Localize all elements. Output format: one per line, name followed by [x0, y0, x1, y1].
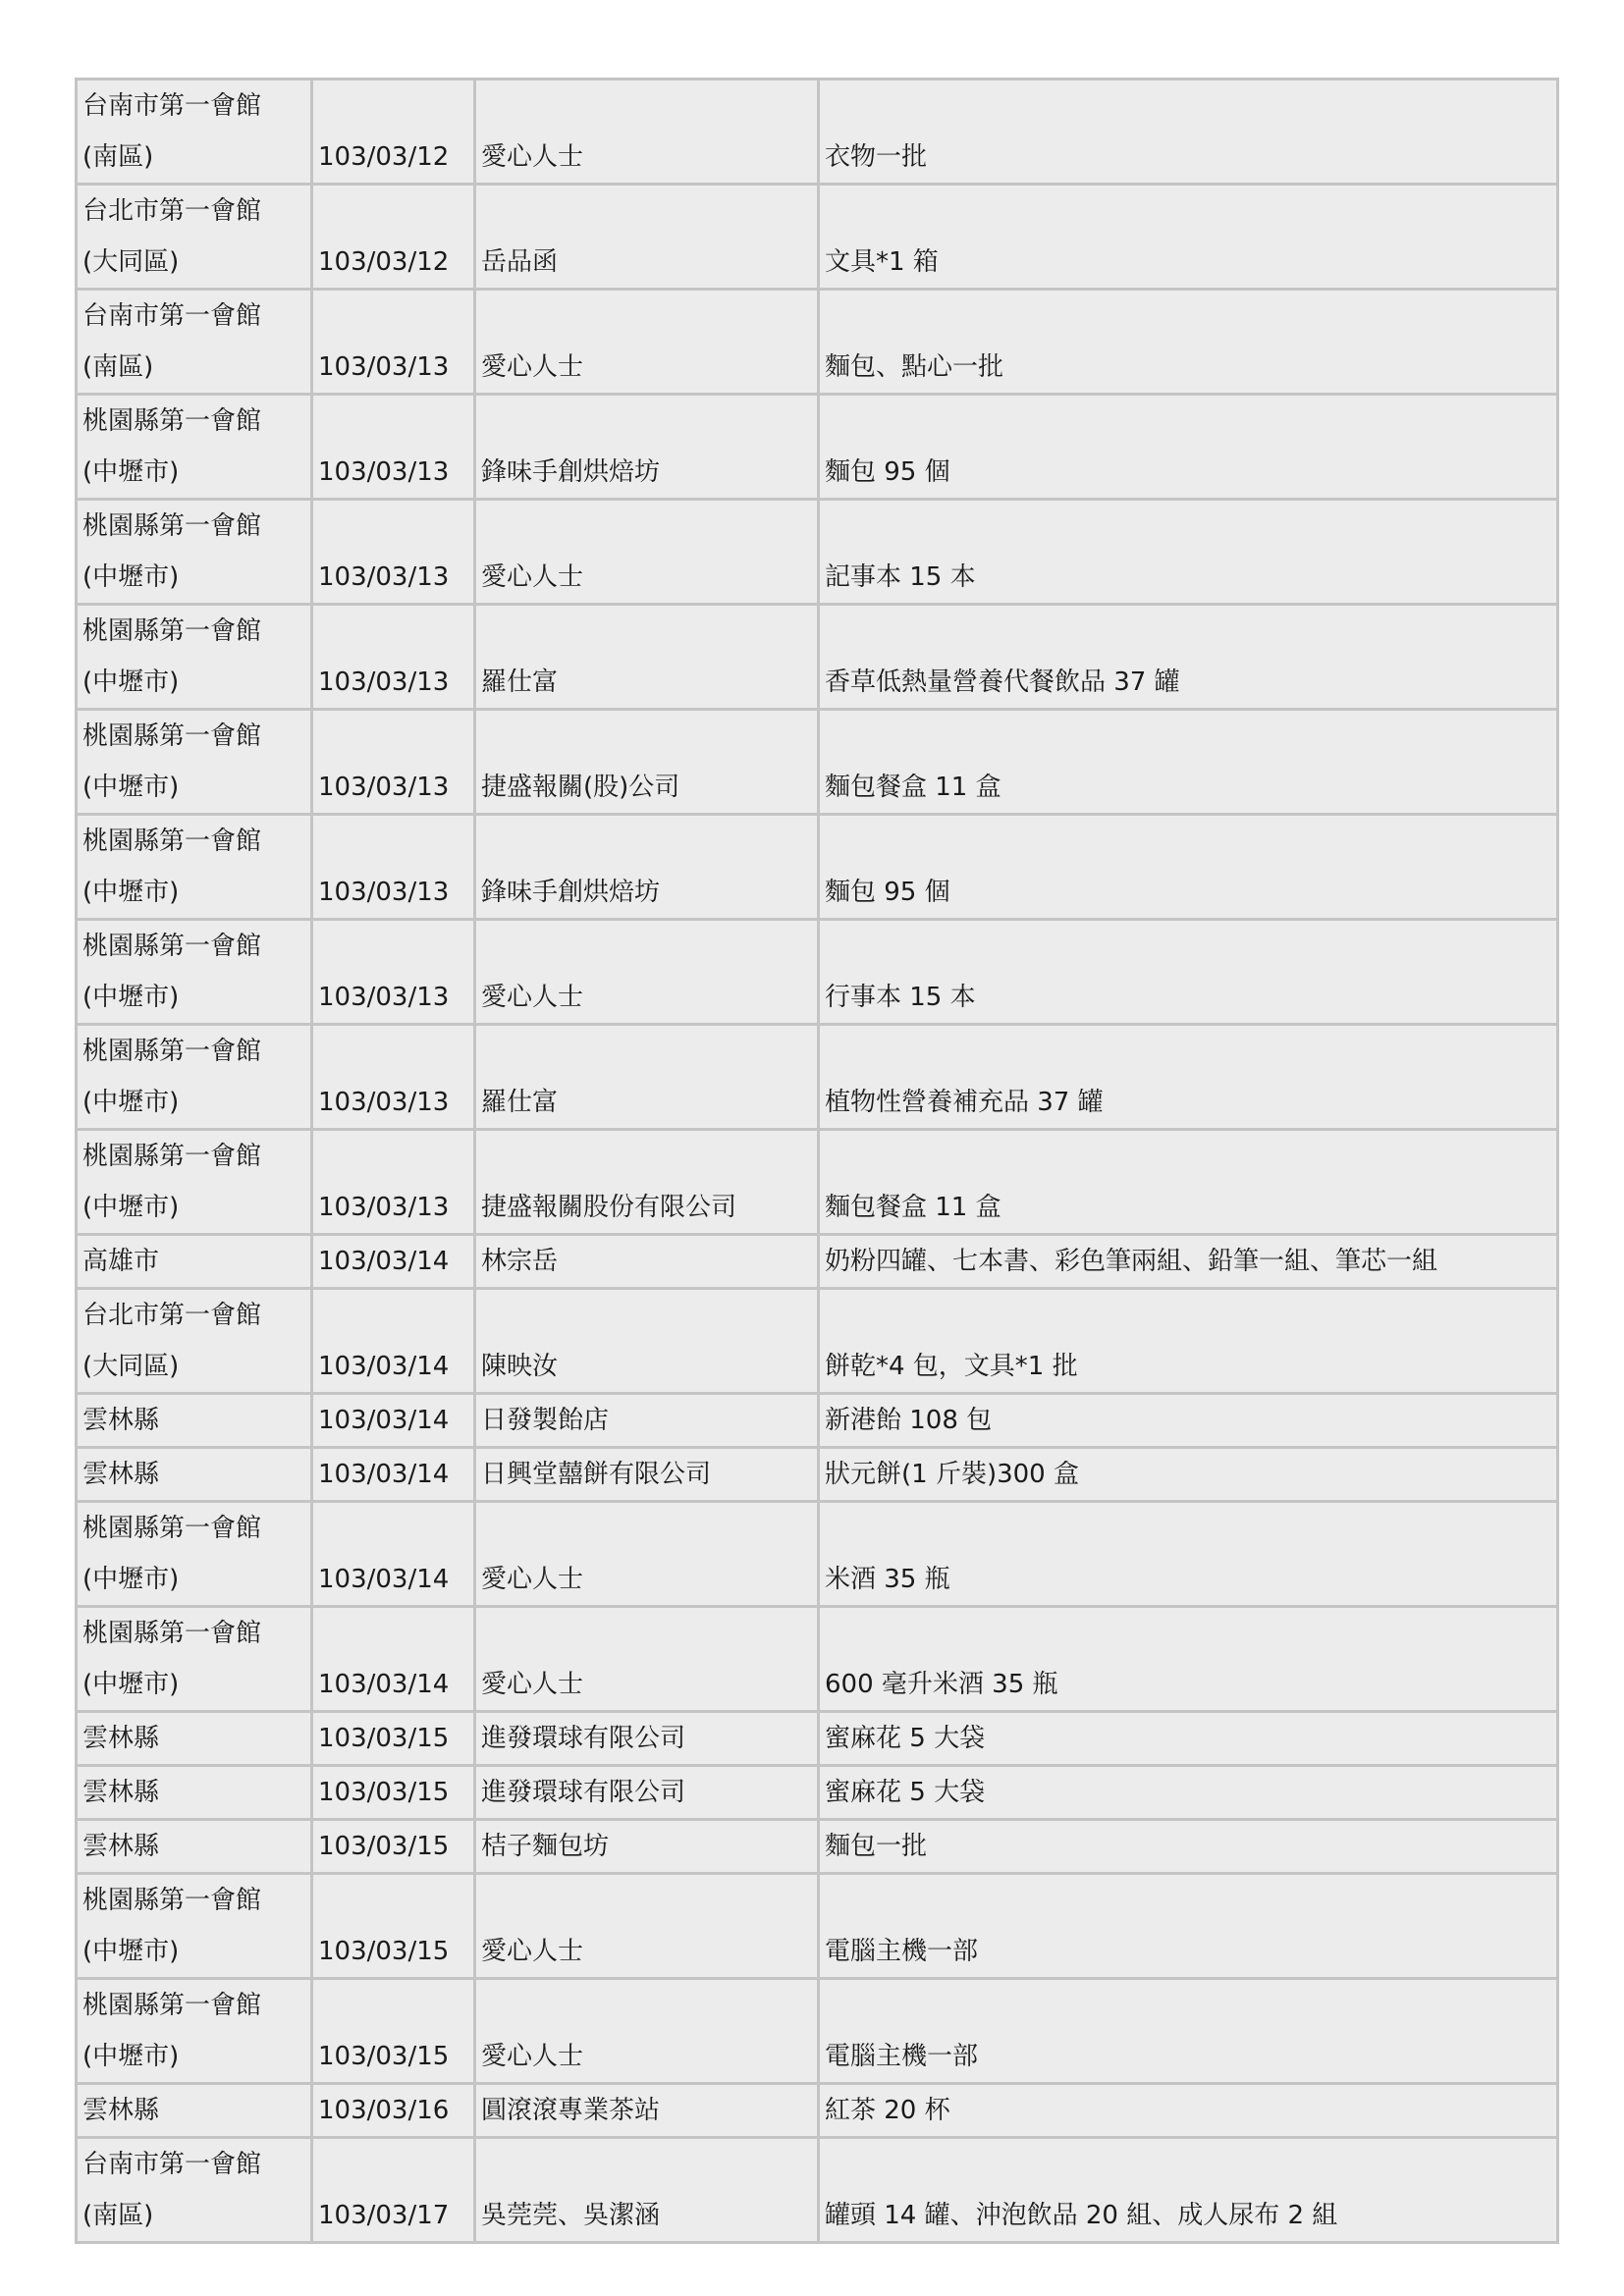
- item-cell: 600 毫升米酒 35 瓶: [819, 1607, 1558, 1712]
- item-cell: 植物性營養補充品 37 罐: [819, 1025, 1558, 1130]
- table-row: [77, 2084, 1558, 2138]
- table-row: [77, 1394, 1558, 1448]
- venue-cell: 台南市第一會館 (南區): [77, 2138, 312, 2243]
- donor-cell: 日興堂囍餅有限公司: [475, 1448, 819, 1502]
- item-cell: 麵包一批: [819, 1820, 1558, 1874]
- venue-cell: 桃園縣第一會館 (中壢市): [77, 1607, 312, 1712]
- venue-cell: 台南市第一會館 (南區): [77, 80, 312, 185]
- table-row: [77, 1448, 1558, 1502]
- item-cell: 蜜麻花 5 大袋: [819, 1766, 1558, 1820]
- table-row: [77, 1712, 1558, 1766]
- donor-cell: 愛心人士: [475, 1502, 819, 1607]
- table-row: [77, 395, 1558, 500]
- date-cell: 103/03/13: [312, 1130, 475, 1235]
- donor-cell: 愛心人士: [475, 290, 819, 395]
- donor-cell: 羅仕富: [475, 605, 819, 710]
- item-cell: 香草低熱量營養代餐飲品 37 罐: [819, 605, 1558, 710]
- venue-cell: 雲林縣: [77, 1766, 312, 1820]
- venue-cell: 雲林縣: [77, 1394, 312, 1448]
- item-cell: 麵包、點心一批: [819, 290, 1558, 395]
- donor-cell: 林宗岳: [475, 1235, 819, 1289]
- date-cell: 103/03/13: [312, 710, 475, 815]
- date-cell: 103/03/14: [312, 1448, 475, 1502]
- item-cell: 衣物一批: [819, 80, 1558, 185]
- item-cell: 記事本 15 本: [819, 500, 1558, 605]
- date-cell: 103/03/13: [312, 1025, 475, 1130]
- item-cell: 麵包 95 個: [819, 395, 1558, 500]
- date-cell: 103/03/16: [312, 2084, 475, 2138]
- venue-cell: 桃園縣第一會館 (中壢市): [77, 815, 312, 920]
- table-row: [77, 1979, 1558, 2084]
- table-row: [77, 710, 1558, 815]
- date-cell: 103/03/15: [312, 1874, 475, 1979]
- date-cell: 103/03/13: [312, 290, 475, 395]
- table-row: [77, 500, 1558, 605]
- donor-cell: 愛心人士: [475, 80, 819, 185]
- table-row: [77, 185, 1558, 290]
- donor-cell: 岳品函: [475, 185, 819, 290]
- venue-cell: 桃園縣第一會館 (中壢市): [77, 920, 312, 1025]
- table-row: [77, 1820, 1558, 1874]
- table-row: [77, 1766, 1558, 1820]
- donor-cell: 羅仕富: [475, 1025, 819, 1130]
- date-cell: 103/03/13: [312, 500, 475, 605]
- date-cell: 103/03/14: [312, 1607, 475, 1712]
- date-cell: 103/03/14: [312, 1502, 475, 1607]
- date-cell: 103/03/13: [312, 395, 475, 500]
- donor-cell: 捷盛報關(股)公司: [475, 710, 819, 815]
- table-row: [77, 290, 1558, 395]
- date-cell: 103/03/13: [312, 815, 475, 920]
- table-row: [77, 1130, 1558, 1235]
- donor-cell: 鋒味手創烘焙坊: [475, 395, 819, 500]
- venue-cell: 雲林縣: [77, 1820, 312, 1874]
- venue-cell: 桃園縣第一會館 (中壢市): [77, 1874, 312, 1979]
- table-row: [77, 1289, 1558, 1394]
- date-cell: 103/03/15: [312, 1766, 475, 1820]
- venue-cell: 台南市第一會館 (南區): [77, 290, 312, 395]
- table-row: [77, 1235, 1558, 1289]
- venue-cell: 桃園縣第一會館 (中壢市): [77, 395, 312, 500]
- table-row: [77, 815, 1558, 920]
- donor-cell: 鋒味手創烘焙坊: [475, 815, 819, 920]
- donor-cell: 吳莞莞、吳潔涵: [475, 2138, 819, 2243]
- item-cell: 麵包 95 個: [819, 815, 1558, 920]
- table-row: [77, 1502, 1558, 1607]
- item-cell: 紅茶 20 杯: [819, 2084, 1558, 2138]
- table-row: [77, 80, 1558, 185]
- donor-cell: 愛心人士: [475, 920, 819, 1025]
- table-row: [77, 1874, 1558, 1979]
- table-row: [77, 1607, 1558, 1712]
- donor-cell: 進發環球有限公司: [475, 1712, 819, 1766]
- donor-cell: 日發製飴店: [475, 1394, 819, 1448]
- donor-cell: 進發環球有限公司: [475, 1766, 819, 1820]
- item-cell: 狀元餅(1 斤裝)300 盒: [819, 1448, 1558, 1502]
- venue-cell: 台北市第一會館 (大同區): [77, 1289, 312, 1394]
- venue-cell: 高雄市: [77, 1235, 312, 1289]
- venue-cell: 桃園縣第一會館 (中壢市): [77, 605, 312, 710]
- date-cell: 103/03/14: [312, 1289, 475, 1394]
- item-cell: 行事本 15 本: [819, 920, 1558, 1025]
- date-cell: 103/03/14: [312, 1235, 475, 1289]
- venue-cell: 台北市第一會館 (大同區): [77, 185, 312, 290]
- item-cell: 電腦主機一部: [819, 1979, 1558, 2084]
- item-cell: 麵包餐盒 11 盒: [819, 710, 1558, 815]
- date-cell: 103/03/17: [312, 2138, 475, 2243]
- donor-cell: 愛心人士: [475, 1874, 819, 1979]
- venue-cell: 雲林縣: [77, 1712, 312, 1766]
- date-cell: 103/03/13: [312, 920, 475, 1025]
- date-cell: 103/03/15: [312, 1979, 475, 2084]
- venue-cell: 桃園縣第一會館 (中壢市): [77, 710, 312, 815]
- table-row: [77, 2138, 1558, 2243]
- donation-rows: [77, 80, 1558, 2243]
- donor-cell: 愛心人士: [475, 500, 819, 605]
- item-cell: 電腦主機一部: [819, 1874, 1558, 1979]
- date-cell: 103/03/12: [312, 80, 475, 185]
- venue-cell: 桃園縣第一會館 (中壢市): [77, 1979, 312, 2084]
- venue-cell: 桃園縣第一會館 (中壢市): [77, 1130, 312, 1235]
- item-cell: 罐頭 14 罐、沖泡飲品 20 組、成人尿布 2 組: [819, 2138, 1558, 2243]
- donor-cell: 捷盛報關股份有限公司: [475, 1130, 819, 1235]
- venue-cell: 桃園縣第一會館 (中壢市): [77, 1025, 312, 1130]
- donor-cell: 桔子麵包坊: [475, 1820, 819, 1874]
- date-cell: 103/03/14: [312, 1394, 475, 1448]
- item-cell: 麵包餐盒 11 盒: [819, 1130, 1558, 1235]
- venue-cell: 雲林縣: [77, 2084, 312, 2138]
- venue-cell: 雲林縣: [77, 1448, 312, 1502]
- item-cell: 文具*1 箱: [819, 185, 1558, 290]
- venue-cell: 桃園縣第一會館 (中壢市): [77, 500, 312, 605]
- item-cell: 奶粉四罐、七本書、彩色筆兩組、鉛筆一組、筆芯一組: [819, 1235, 1558, 1289]
- item-cell: 新港飴 108 包: [819, 1394, 1558, 1448]
- donor-cell: 陳映汝: [475, 1289, 819, 1394]
- item-cell: 餅乾*4 包，文具*1 批: [819, 1289, 1558, 1394]
- date-cell: 103/03/15: [312, 1712, 475, 1766]
- date-cell: 103/03/15: [312, 1820, 475, 1874]
- date-cell: 103/03/12: [312, 185, 475, 290]
- donation-table: [75, 78, 1559, 2244]
- donor-cell: 愛心人士: [475, 1979, 819, 2084]
- donor-cell: 愛心人士: [475, 1607, 819, 1712]
- table-row: [77, 1025, 1558, 1130]
- venue-cell: 桃園縣第一會館 (中壢市): [77, 1502, 312, 1607]
- table-row: [77, 605, 1558, 710]
- donor-cell: 圓滾滾專業茶站: [475, 2084, 819, 2138]
- table-row: [77, 920, 1558, 1025]
- item-cell: 米酒 35 瓶: [819, 1502, 1558, 1607]
- item-cell: 蜜麻花 5 大袋: [819, 1712, 1558, 1766]
- date-cell: 103/03/13: [312, 605, 475, 710]
